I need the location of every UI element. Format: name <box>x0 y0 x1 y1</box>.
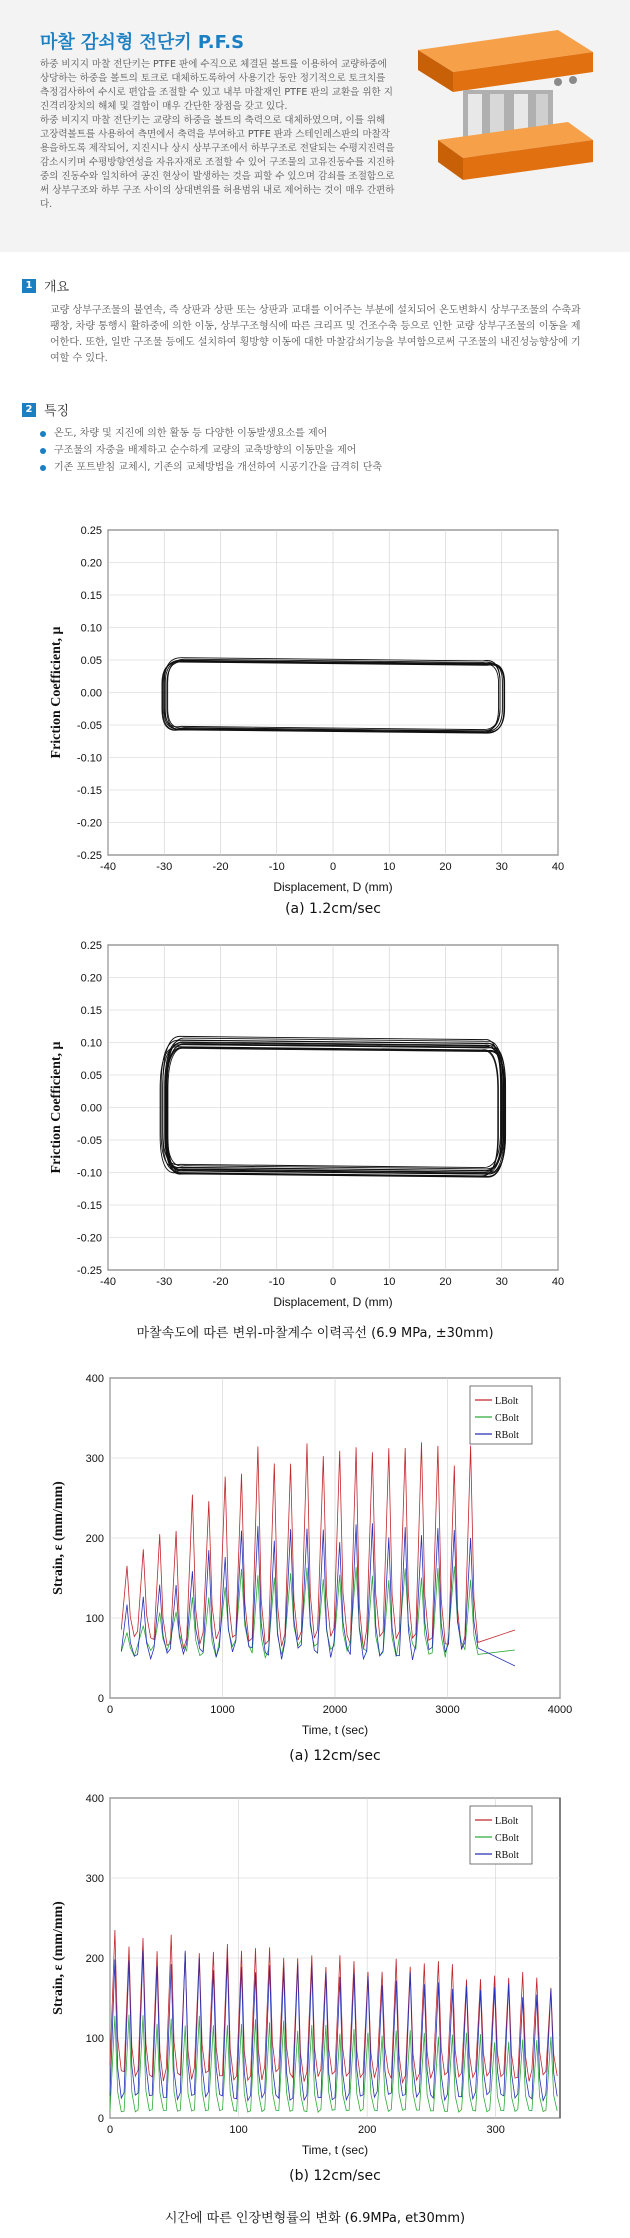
overview-heading <box>22 276 69 295</box>
overview-title: 개요 <box>44 280 70 295</box>
x-tick-label: 30 <box>495 1276 508 1288</box>
legend-label: RBolt <box>495 1430 519 1441</box>
legend <box>470 1386 532 1444</box>
overview-text: 교량 상부구조물의 불연속, 즉 상판과 상판 또는 상판과 교대를 이어주는 부분에 설치되어 온도변화시 상부구조물의 수축과 팽창, 차량 통행시 활하중에 의한 이동, 상부구조형식에 따른 크리프 및 건조수축 등으로 인한 교량 상부구조물의 이동을 제어한다. 또한, 일반 구조물 등에도 설치하여 횡방향 이동에 대한 마찰감쇠기능을 부여함으로써 구조물의 내진성능향상에 기여할 수 있다. <box>50 305 581 364</box>
hero-description <box>40 58 395 212</box>
x-tick-label: 0 <box>329 861 337 873</box>
bullet-icon <box>40 431 46 437</box>
y-tick-label: 0.25 <box>80 525 102 537</box>
hero-section <box>0 0 630 252</box>
shear-key-device-illustration <box>408 30 598 200</box>
x-tick-label: 20 <box>439 1276 452 1288</box>
x-tick-label: -10 <box>268 1276 285 1288</box>
y-tick-label: 0.00 <box>80 1102 102 1115</box>
features-heading <box>22 400 69 419</box>
x-tick-label: 3000 <box>435 1704 460 1716</box>
feature-item <box>40 442 382 459</box>
x-axis-label: Time, t (sec) <box>301 1723 369 1737</box>
y-tick-label: 0.20 <box>80 557 102 570</box>
strain-chart-b <box>0 1780 630 2200</box>
feature-text: 기존 포트받침 교체시, 기존의 교체방법을 개선하여 시공기간을 급격히 단축 <box>54 462 383 473</box>
x-tick-label: -20 <box>212 1276 229 1288</box>
chart-subcaption: (a) 12cm/sec <box>289 1748 381 1764</box>
y-tick-label: 0.15 <box>80 1005 102 1017</box>
caption-strain-time: 시간에 따른 인장변형률의 변화 (6.9MPa, et30mm) <box>164 2211 466 2226</box>
y-tick-label: 200 <box>85 1953 104 1965</box>
hero-paragraph-2: 하중 비지지 마찰 전단키는 교량의 하중을 볼트의 축력으로 대체하였으며, 이를 위해 고장력볼트를 사용하여 측면에서 축력을 부여하고 PTFE 판과 스테인레스판의 마찰작용을하도록 제작되어, 지진시나 상시 상부구조에서 하부구조로 전달되는 수평지진력을 감소시키며 수평방향연성을 자유자재로 조절할 수 있어 구조물의 고유진동수를 지진하중의 진동수와 일치하여 공진 현상이 발생하는 것을 피할 수 있으며 감쇠를 조절함으로써 상부구조와 하부 구조 사이의 상대변위를 허용범위 내로 제어하는 것이 매우 간편하다. <box>40 115 395 210</box>
x-tick-label: 30 <box>495 861 508 873</box>
y-tick-label: 400 <box>85 1373 104 1385</box>
section-number-badge: 2 <box>22 403 36 417</box>
y-tick-label: 0.20 <box>80 972 102 985</box>
y-tick-label: -0.15 <box>76 785 102 797</box>
y-axis-label: Strain, ε (mm/mm) <box>51 1481 66 1595</box>
y-tick-label: -0.20 <box>76 1232 102 1245</box>
feature-item <box>40 459 382 476</box>
x-axis-label: Time, t (sec) <box>301 2143 369 2157</box>
y-tick-label: 300 <box>85 1453 104 1465</box>
x-tick-label: 10 <box>383 1276 396 1288</box>
page-title: 마찰 감쇠형 전단키 P.F.S <box>40 32 245 53</box>
y-tick-label: -0.25 <box>76 850 102 862</box>
y-tick-label: 0.15 <box>80 590 102 602</box>
x-tick-label: 40 <box>551 1276 565 1288</box>
y-tick-label: 400 <box>85 1793 104 1805</box>
y-tick-label: -0.25 <box>76 1265 102 1277</box>
legend-label: CBolt <box>495 1833 519 1844</box>
y-tick-label: -0.10 <box>76 752 102 765</box>
y-axis-label: Strain, ε (mm/mm) <box>51 1901 66 2015</box>
caption-friction-hysteresis: 마찰속도에 따른 변위-마찰계수 이력곡선 (6.9 MPa, ±30mm) <box>136 1326 494 1341</box>
y-axis-label: Friction Coefficient, μ <box>49 1041 64 1174</box>
y-tick-label: 0.05 <box>80 1070 102 1082</box>
x-tick-label: -10 <box>268 861 285 873</box>
x-tick-label: 200 <box>357 2124 377 2136</box>
y-tick-label: -0.05 <box>76 720 102 732</box>
x-tick-label: 100 <box>229 2124 248 2136</box>
x-tick-label: -20 <box>212 861 229 873</box>
legend-label: CBolt <box>495 1413 519 1424</box>
y-tick-label: -0.15 <box>76 1200 102 1212</box>
y-tick-label: 0.05 <box>80 655 102 667</box>
legend-label: LBolt <box>495 1816 519 1827</box>
y-tick-label: 300 <box>85 1873 104 1885</box>
x-tick-label: -30 <box>156 1276 173 1288</box>
x-tick-label: -40 <box>100 1276 116 1288</box>
x-tick-label: 20 <box>439 861 452 873</box>
x-tick-label: 40 <box>551 861 565 873</box>
section-number-badge: 1 <box>22 279 36 293</box>
y-tick-label: 0 <box>97 1693 104 1705</box>
legend-label: LBolt <box>495 1396 519 1407</box>
x-tick-label: 4000 <box>547 1704 573 1716</box>
bullet-icon <box>40 465 46 471</box>
x-tick-label: 300 <box>486 2124 505 2136</box>
y-axis-label: Friction Coefficient, μ <box>49 626 64 759</box>
x-tick-label: 1000 <box>210 1704 235 1716</box>
features-list <box>40 425 382 476</box>
x-tick-label: -30 <box>156 861 173 873</box>
features-title: 특징 <box>44 404 70 419</box>
feature-text: 온도, 차량 및 지진에 의한 활동 등 다양한 이동발생요소를 제어 <box>54 428 328 439</box>
x-tick-label: 10 <box>383 861 396 873</box>
legend <box>470 1806 532 1864</box>
x-tick-label: -40 <box>100 861 116 873</box>
x-axis-label: Displacement, D (mm) <box>273 1295 393 1309</box>
y-tick-label: 0 <box>97 2113 104 2125</box>
y-tick-label: -0.05 <box>76 1135 102 1147</box>
y-tick-label: 0.10 <box>80 1037 102 1050</box>
y-tick-label: 0.25 <box>80 940 102 952</box>
bullet-icon <box>40 448 46 454</box>
y-tick-label: 0.00 <box>80 687 102 700</box>
y-tick-label: 0.10 <box>80 622 102 635</box>
y-tick-label: 100 <box>85 2033 104 2045</box>
feature-text: 구조물의 자중을 배제하고 순수하게 교량의 교축방향의 이동만을 제어 <box>54 445 357 456</box>
strain-chart-a <box>0 1360 630 1780</box>
friction-chart-b <box>0 915 630 1315</box>
y-tick-label: -0.10 <box>76 1167 102 1180</box>
feature-item <box>40 425 382 442</box>
y-tick-label: -0.20 <box>76 817 102 830</box>
friction-chart-a <box>0 500 630 920</box>
x-tick-label: 2000 <box>322 1704 348 1716</box>
x-tick-label: 0 <box>106 1704 114 1716</box>
y-tick-label: 100 <box>85 1613 104 1625</box>
legend-label: RBolt <box>495 1850 519 1861</box>
chart-subcaption: (b) 12cm/sec <box>289 2168 381 2184</box>
x-axis-label: Displacement, D (mm) <box>273 880 393 894</box>
x-tick-label: 0 <box>106 2124 114 2136</box>
x-tick-label: 0 <box>329 1276 337 1288</box>
y-tick-label: 200 <box>85 1533 104 1545</box>
hero-paragraph-1: 하중 비지지 마찰 전단키는 PTFE 판에 수직으로 체결된 볼트를 이용하여 교량하중에 상당하는 하중을 볼트의 토크로 대체하도록하여 사용기간 동안 정기적으로 토크치를 측정검사하여 수시로 편압을 조절할 수 있고 내부 마찰재인 PTFE 판의 교환을 위한 지진격리장치의 해체 및 결합이 매우 간단한 장점을 갖고 있다. <box>40 59 393 112</box>
chart-subcaption: (a) 1.2cm/sec <box>285 901 381 917</box>
